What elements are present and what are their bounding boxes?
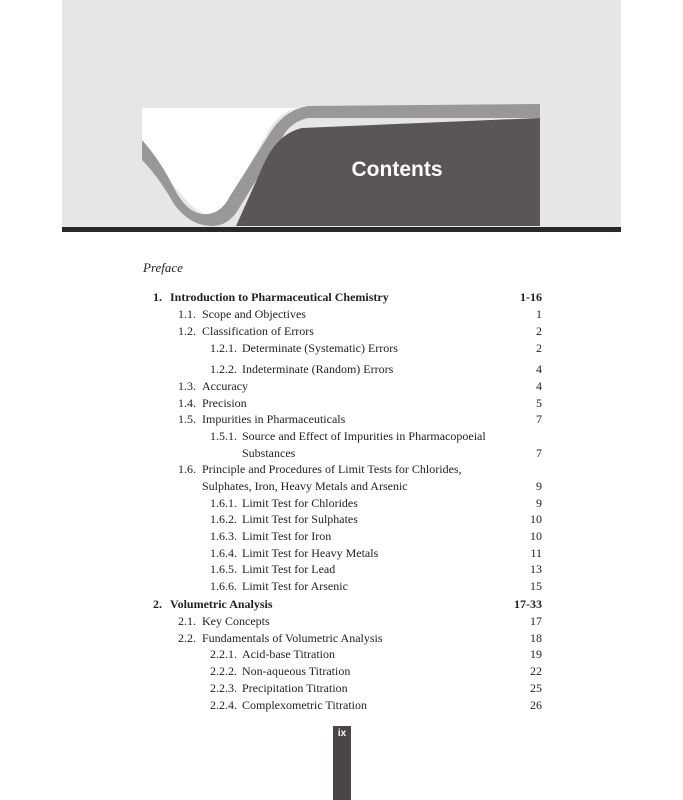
toc-entry-number: 1.4. [178,396,196,410]
toc-entry-title: Limit Test for Chlorides [242,496,358,510]
page-number: ix [337,728,347,739]
toc-entry-number: 2.2.3. [210,681,237,695]
toc-entry-number: 1.6.6. [210,579,237,593]
toc-entry-title: Precipitation Titration [242,681,348,695]
toc-entry-page: 9 [536,496,542,510]
toc-entry-page: 10 [530,512,542,526]
toc-entry-number: 2.2. [178,631,196,645]
toc-entry-page: 17 [530,614,542,628]
toc-entry-title: Volumetric Analysis [170,597,273,611]
toc-entry-number: 2.1. [178,614,196,628]
toc-entry-title: Limit Test for Lead [242,562,336,576]
toc-entry-page: 2 [536,324,542,338]
toc-entry-number: 2.2.4. [210,698,237,712]
toc-entry-number: 1.6.3. [210,529,237,543]
toc-entry-title: Non-aqueous Titration [242,664,351,678]
toc-entry-title: Determinate (Systematic) Errors [242,341,398,355]
toc-entry-title: Scope and Objectives [202,307,306,321]
preface-heading: Preface [143,260,183,275]
toc-entry-number: 1.6.1. [210,496,237,510]
toc-entry-number: 1. [153,290,162,304]
toc-entry-title: Limit Test for Iron [242,529,332,543]
toc-entry-number: 2.2.2. [210,664,237,678]
toc-entry-page: 9 [536,479,542,493]
toc-entry-page: 4 [536,362,542,376]
toc-entry-title: Indeterminate (Random) Errors [242,362,394,376]
toc-entry-title: Impurities in Pharmaceuticals [202,412,346,426]
toc-entry-page: 2 [536,341,542,355]
toc-entry-title: Classification of Errors [202,324,314,338]
toc-entry-page: 7 [536,412,542,426]
toc-entry-page: 5 [536,396,542,410]
toc-entry-number: 1.2.1. [210,341,237,355]
toc-entry-title: Acid-base Titration [242,647,335,661]
toc-entry-title: Limit Test for Arsenic [242,579,348,593]
toc-entry-page: 4 [536,379,542,393]
toc-entry-number: 1.6.4. [210,546,237,560]
toc-entry-title: Introduction to Pharmaceutical Chemistry [170,290,389,304]
toc-entry-page: 13 [530,562,542,576]
toc-entry-page: 17-33 [514,597,542,611]
contents-title: Contents [351,158,443,181]
toc-entry-page: 15 [530,579,542,593]
toc-entry-number: 1.6.5. [210,562,237,576]
toc-entry-number: 2.2.1. [210,647,237,661]
toc-entry-title: Substances [242,446,296,460]
toc-entry-page: 19 [530,647,542,661]
toc-entry-title: Complexometric Titration [242,698,367,712]
toc-entry-number: 1.6. [178,462,196,476]
toc-entry-page: 26 [530,698,542,712]
toc-entry-title: Fundamentals of Volumetric Analysis [202,631,383,645]
toc-entry-page: 1-16 [520,290,542,304]
toc-entry-title: Limit Test for Sulphates [242,512,358,526]
toc-entry-number: 2. [153,597,162,611]
toc-entry-title: Precision [202,396,247,410]
toc-entry-title: Source and Effect of Impurities in Pharmacopoeial [242,429,486,443]
toc-entry-number: 1.6.2. [210,512,237,526]
toc-entry-number: 1.2. [178,324,196,338]
toc-entry-page: 1 [536,307,542,321]
toc-entry-number: 1.2.2. [210,362,237,376]
toc-entry-title: Sulphates, Iron, Heavy Metals and Arsenic [202,479,408,493]
toc-entry-title: Accuracy [202,379,248,393]
toc-entry-page: 7 [536,446,542,460]
toc-entry-title: Key Concepts [202,614,270,628]
toc-entry-number: 1.1. [178,307,196,321]
toc-entry-page: 25 [530,681,542,695]
toc-entry-title: Limit Test for Heavy Metals [242,546,379,560]
toc-entry-title: Principle and Procedures of Limit Tests for Chlorides, [202,462,462,476]
toc-entry-page: 11 [530,546,542,560]
toc-entry-number: 1.5.1. [210,429,237,443]
toc-entry-page: 22 [530,664,542,678]
toc-entry-page: 18 [530,631,542,645]
contents-banner [62,0,621,236]
toc-entry-page: 10 [530,529,542,543]
toc-entry-number: 1.3. [178,379,196,393]
toc-entry-number: 1.5. [178,412,196,426]
